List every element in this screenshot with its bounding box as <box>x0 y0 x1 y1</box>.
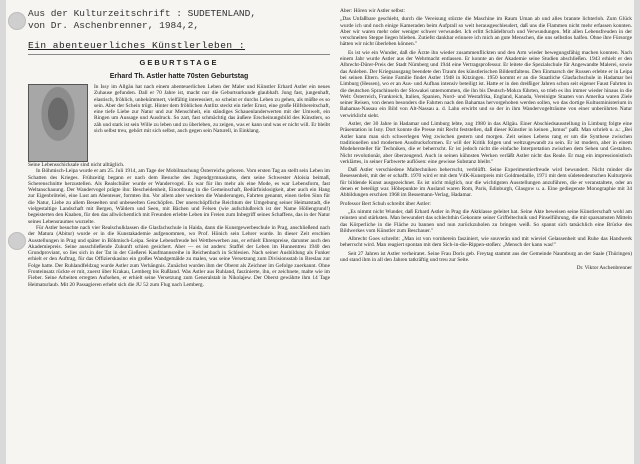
source-line-2: von Dr. Aschenbrenner, 1984,2, <box>28 20 200 31</box>
paragraph: Seit 27 Jahren ist Astler verheiratet. Seine Frau Doris geb. Freytag stammt aus der Gemeinde Naumburg an der Saale (Thüringen) und stand ihm in all den Jahren tatkräftig und treu zur Seite. <box>340 250 632 263</box>
paragraph: Daß Astler verschiedene Maltechniken beherrscht, verblüfft. Seine Experimentierfreude wird bewundert. Nicht minder die Besessenheit, mit der er schafft. 1970 wird er mit dem VdK-Kunstpreis mit Goldmedaille, 1971 mit dem südetendeutschen Kulturpreis für bildende Kunst ausgezeichnet. Es ist nicht möglich, nur die wichtigsten Ausstellungen anzuführen, die er veranstaltete, oder an denen er beteiligt war. Höhepunkte im Ausland waren Rom, Paris, Edinburgh, Glasgow u. a. Eine gediegenste Monographie mit 34 Abbildungen erschien 1968 im Bessemann-Verlag, Hadamar. <box>340 167 632 199</box>
typed-headline: Ein abenteuerliches Künstlerleben : <box>28 40 246 51</box>
punch-hole <box>8 12 26 30</box>
paragraph: Albrecht Goes schreibt: „Man ist von vornherein fasziniert, wie souverän und mit wieviel Gelassenheit und Ruhe das Handwerk beherrscht wird. Man reagiert spontan mit dem Sich-in-die-Rippen-stoßen: „Mensch der kann was!" <box>340 236 632 249</box>
divider <box>28 54 330 55</box>
article-subtitle: Erhard Th. Astler hatte 70sten Geburtstag <box>109 73 249 80</box>
paragraph: Für Astler besuchte nach vier Realschulklassen die Glasfachschule in Haida, dann die Kunstgewerbeschule in Prag, anschließend nach der Matura (Abitur) wurde er in die Kunstakademie aufgenommen, wo Prof. Hönich sein Lehrer wurde. In dieser Zeit erschien Ausstellungen in Prag und später in Böhmisch-Leipa. Seine Lebensfreude bei Wettbewerben aus, er erhielt Ehrenpreise, darunter auch den Akademiepreis. Seine ausschließende Zukunft schien gesichert. Aber — es ist anders: Staffel der Leben im Hunnentreu 1940 den Grundproviant, so lies sich in der Tat in der Gießerei Kaufmannsreihe in Reichenbach in Schlesien. Nach seiner Ausbildung als Funker erhielt er den Auftrag, für das Offizierskasino ein großes Wandgemälde zu malen, was seine Versetzung zum Divisionsstab in Breslau zur Folge hatte. Der Ruhlandfeldzug wurde Astler zum Verhängnis. Zunächst wurden ihm der Oberst als Zeichner im Gefolge zuerkannt. Ohne Fronteinsatz rückte er mit, zuerst über Krakau, Lemberg bis Rußland. Was Astler aus Ruhland, faszinierte, ihn, er zeichnete, malte wie im Fieber. Seine Arbeiten erregten Aufsehen, er erhielt seine Versetzung zum Generalstab in Nikolajew. Der Oberst gewährte ihm 14 Tage Heimaturlaub. Mit 20 Passagieren erhebt sich die JU 52 zum Flug nach Lemberg. <box>28 224 330 288</box>
paragraph: „Es nimmt nicht Wunder, daß Erhard Astler in Prag die Aktklasse geleitet hat. Seine Akte beweisen seine Künstlerschaft wohl am reinsten und stärksten. Man bewundert das schlechthin Gekonnte seiner Griffeltechnik und Pinselführung, die mit sparsamsten Mitteln das Körperliche in die Fläche zu bannen und nun zurückzuholen zu bringen weiß. So spannt sich tatsächlich eine Brücke des Bildwerkes vom Künstler zum Beschauer." <box>340 208 632 234</box>
intro-block <box>28 84 330 162</box>
paragraph: In Böhmisch-Leipa wurde er am 25. Juli 1914, am Tage der Mobilmachung Österreichs geboren. Vom ersten Tag an stellt sein Leben im Schatten des Krieges. Frühzeitig begann er nach dem Besuche des Jugendgymnasiums, dem seine Schwester Aloisia beimaß, Scherenschnitte herzustellen. Als Realschüler wurde er Wandervogel. Es war für ihn mehr als eine Mode, es war Lebensform, fast Weltanschauung. Der Wandervogel prägte ihn: Bescheidenheit, Einordnung in die Gemeinschaft, Bedürfnislosigkeit, aber auch ein Hang zur Eigenbrötelei, eine Lust am Abenteuer, formten ihn. Vor allem aber weckten die Wanderungen, Fahrten genannt, einen tiefen Sinn für die Natur, Liebe zu allem Beseelten und unbeseelten Geschöpfen. Der unerschöpfliche Reichtum der Umgebung seiner Heimatstadt, die vielgestaltige Landschaft mit Bergen, Wäldern und Seen, mit Bächen und Felsen (wie aufschlußreich ist der Name Höllengrund!) begeisterten den Knaben, für den das allwöchentlich mit Freunden erlebte Leben im Freien zum Inbegriff seines Schaffens, das in der Natur seines Lebensraumes wurzelte. <box>28 168 330 225</box>
paragraph: Aber: Hören wir Astler selbst: <box>340 8 405 14</box>
paragraph: „Das Unfaßbare geschieht, durch die Vereisung stürzte die Maschine im Raum Uman ab und alles brannte lichterloh. Zum Glück wurde ich und noch einige Kameraden beim Aufprall so weit herausgeschleudert, daß uns die Flammen nicht mehr erfassen konnten. Aber wir waren mehr oder weniger schwer verwundet. Ich erlitt Schädelbruch und Verwundungen. Mit allen Lebensfreuden in der verschneiten Steppe liegen blieben. Zutiefst dankbar erinnere ich mich an gute Menschen, die uns selbstlos halfen. Ohne ihre Fürsorge hätten wir nicht überleben können." <box>340 16 632 48</box>
paragraph: Astler, der 30 Jahre in Hadamar und Limburg lebte, zog 1980 in das Allgäu. Einer Abschiedsausstellung in Limburg folgte eine Präsentation in Isny. Dort konnte die Presse mit Recht feststellen, daß dieser Künstler in keinen „Ismus" paßt. Man schrieb u. a.: „Bei Astler kann man sich schwerlegen Weg zwischen gestern und morgen. Zeit seines Lebens rang er um die Synthese zwischen traditionellen und modernen Ausdrucksformen. Er will der Kritik folgen und weltzugewandt zu sein. Er ist modern, aber in einem Modehersteller für Techniken, die er beherrscht. Er ist jedoch nicht die einfache Interpretation zwischen dem Sehen und Gestalten. Nicht revolutionär, aber überzeugend. Auch in seinen kühnsten Werken verläßt Astler nicht das Reale. Er mag ein impressionistisch verklärtes, in seiner Farbwerte auflösen: eine gewisse Substanz bleibt." <box>340 121 632 165</box>
punch-hole <box>8 232 26 250</box>
portrait-photo <box>28 84 88 162</box>
section-title: GEBURTSTAGE <box>139 58 219 67</box>
paragraph: Seine Lebensschicksale sind nicht alltäglich. <box>28 162 125 168</box>
author-signature: Dr. Viktor Aschenbrenner <box>576 265 632 272</box>
right-column <box>340 8 632 460</box>
source-line-1: Aus der Kulturzeitschrift : SUDETENLAND, <box>28 8 257 19</box>
paragraph: Professor Bert Schuh schreibt über Astler: <box>340 200 431 207</box>
paragraph: Es ist wie ein Wunder, daß die Ärzte ihn wieder zusammenflickten und den Arm wieder bewegungsfähig machen konnten. Nach einem Jahr wurde Astler aus der Wehrmacht entlassen. Er konnte an der Akademie seine Studien abschließen. 1943 erhielt er den Albrecht-Dürer-Preis der Stadt Nürnberg und 1944 eine Vertragsprofessur. Er leitete die Spezialschule für Angewandte Malerei, sowie das Anleben. Der Kriegsausgang beendete den Traum des künstlerischen Bildentfaltens. Den Einmarsch der Russen erlebte er in Leipa bei seinen Eltern. Seine Familie findet Astler 1948 in Kitzingen. 1950 kommt er an die Staatliche Glasfachschule in Hadamar bei Limburg (Hessen), wo er an Aus- und Aufbau intensiv beteiligt ist. Hatte er in den dreißiger Jahren schon seit eigener Faust Fahrten in die deutschen Sprachinseln der Slowakei unternommen, die ihn bis Deutsch-Mokra führten, so trieb es ihn immer wieder hinaus in die Welt: Österreich, Frankreich, Italien, Spanien, Nord- und Westafrika, England, Kanada, Vereinigte Staaten von Amerika waren Ziele seiner Reisen, von denen besonders die Fahrten nach den Bahamas hervorgehoben werden sollen, wo das dortige Kultusministerium in Bahamas-Nassau ein Bild von Alt-Nassau a. d. Lahn erwirbt und so der in ihm Wandervogelträume von einer unberührten Natur verwirklicht sieht. <box>340 49 632 119</box>
paragraph: In Issy im Allgäu hat nach einem abenteuerlichen Leben der Maler und Künstler Erhard Astler ein neues Zuhause gefunden. Dall er 70 Jahre ist, macht nur die Geburtsurkunde glaubhaft. Jung fast, jungenhaft, elastisch, fröhlich, unbekümmert, vielfältig interessiert, so scheint er durchs Leben zu gehen, als müßte es so sein. Aber der Schein trügt. Hinter dem fröhlichen Antlitz steckt ein tiefer Ernst, eine große Hilfsbereitschaft, eine tiefe Liebe zur Natur und zur Menschheit, ein ständiges Schauenlanderwerten mit der Umwelt, ein Ringen um Aussage und Ausdruck. So zart, fast schmächtig das äußere Erscheinungsbild des Künstlers, so zäh und stark ist sein Wille zu leben und zu überleben, zu zeigen, was er kann und was er nicht will. Er bleibt sich selbst treu, gehört mit sich selbst, auch gegen sein Naturell, in Einklang. <box>94 84 330 135</box>
left-column <box>28 8 330 460</box>
document-page <box>6 0 634 464</box>
